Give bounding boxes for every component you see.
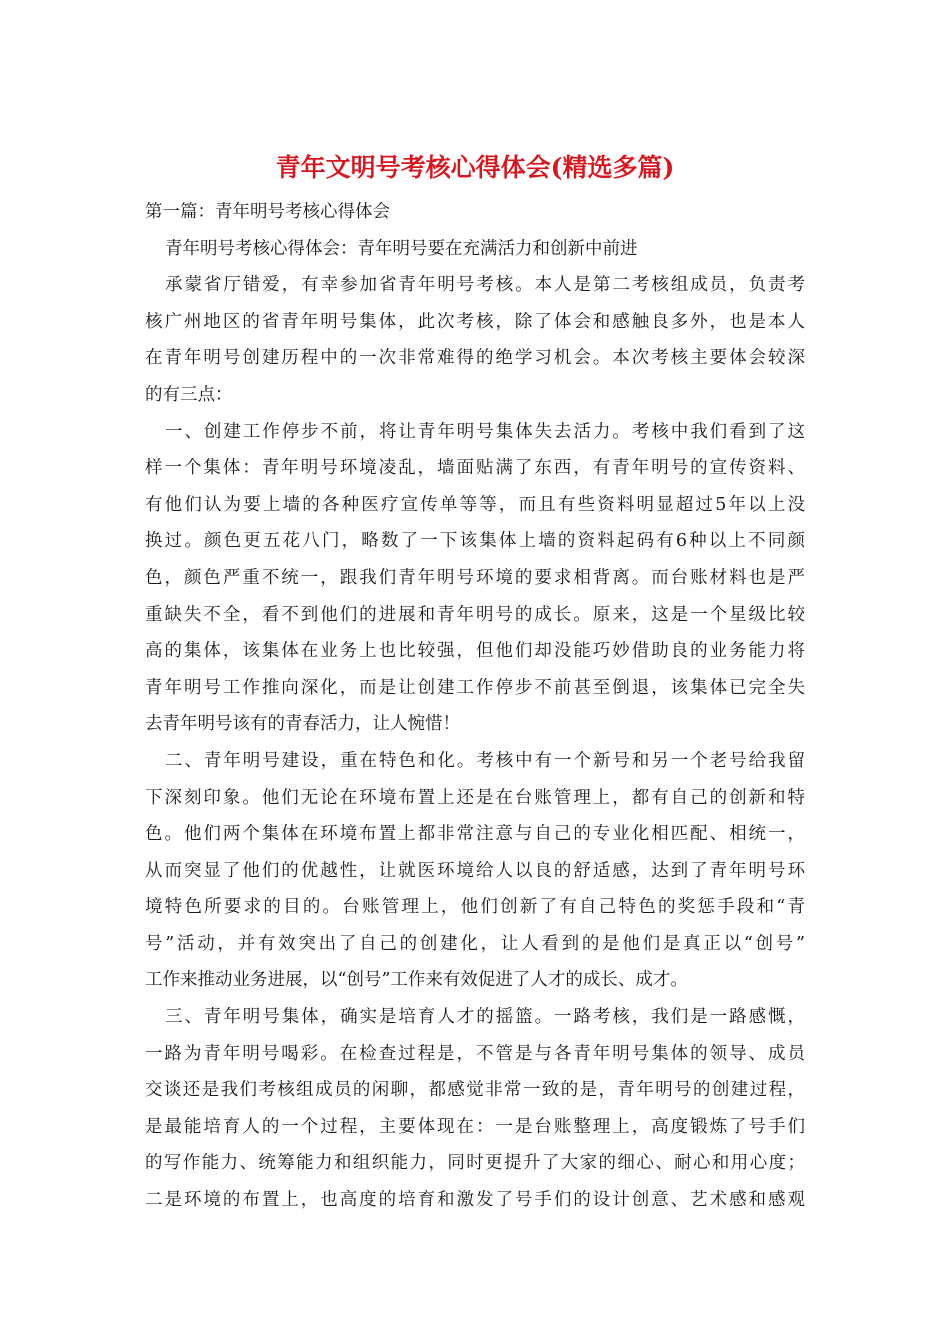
paragraph-line: 一路为青年明号喝彩。在检查过程是，不管是与各青年明号集体的领导、成员 [145,1043,805,1064]
paragraph-line: 青年明号考核心得体会：青年明号要在充满活力和创新中前进 [165,238,638,259]
document-body [145,194,805,1219]
paragraph-line: 一、创建工作停步不前，将让青年明号集体失去活力。考核中我们看到了这 [165,421,805,442]
paragraph-line: 二是环境的布置上，也高度的培育和激发了号手们的设计创意、艺术感和感观 [145,1190,805,1211]
paragraph-line: 交谈还是我们考核组成员的闲聊，都感觉非常一致的是，青年明号的创建过程， [145,1080,805,1101]
paragraph-line: 的有三点： [145,384,233,405]
section-heading: 第一篇：青年明号考核心得体会 [145,202,390,222]
paragraph-line: 在青年明号创建历程中的一次非常难得的绝学习机会。本次考核主要体会较深 [145,348,805,369]
paragraph-line: 承蒙省厅错爱，有幸参加省青年明号考核。本人是第二考核组成员，负责考 [165,275,805,296]
paragraph-line: 的写作能力、统筹能力和组织能力，同时更提升了大家的细心、耐心和用心度； [145,1153,805,1174]
paragraph-line: 换过。颜色更五花八门，略数了一下该集体上墙的资料起码有6种以上不同颜 [145,531,805,552]
paragraph-line: 核广州地区的省青年明号集体，此次考核，除了体会和感触良多外，也是本人 [145,311,805,332]
paragraph-line: 下深刻印象。他们无论在环境布置上还是在台账管理上，都有自己的创新和特 [145,787,805,808]
paragraph-line: 去青年明号该有的青春活力，让人惋惜！ [145,714,460,735]
paragraph-line: 从而突显了他们的优越性，让就医环境给人以良的舒适感，达到了青年明号环 [145,860,805,881]
paragraph-line: 二、青年明号建设，重在特色和化。考核中有一个新号和另一个老号给我留 [165,750,805,771]
paragraph-line: 重缺失不全，看不到他们的进展和青年明号的成长。原来，这是一个星级比较 [145,604,805,625]
document-title: 青年文明号考核心得体会(精选多篇) [275,153,675,182]
paragraph-line: 三、青年明号集体，确实是培育人才的摇篮。一路考核，我们是一路感慨， [165,1007,805,1028]
paragraph-line: 青年明号工作推向深化，而是让创建工作停步不前甚至倒退，该集体已完全失 [145,677,805,698]
paragraph-line: 是最能培育人的一个过程，主要体现在：一是台账整理上，高度锻炼了号手们 [145,1116,805,1137]
paragraph-line: 样一个集体：青年明号环境凌乱，墙面贴满了东西，有青年明号的宣传资料、 [145,458,805,479]
paragraph-line: 工作来推动业务进展，以“创号”工作来有效促进了人才的成长、成才。 [145,970,688,991]
paragraph-line: 色。他们两个集体在环境布置上都非常注意与自己的专业化相匹配、相统一， [145,824,805,845]
paragraph-line: 境特色所要求的目的。台账管理上，他们创新了有自己特色的奖惩手段和“青 [145,897,805,918]
paragraph-line: 高的集体，该集体在业务上也比较强，但他们却没能巧妙借助良的业务能力将 [145,641,805,662]
paragraph-line: 号”活动，并有效突出了自己的创建化，让人看到的是他们是真正以“创号” [145,933,805,954]
paragraph-line: 有他们认为要上墙的各种医疗宣传单等等，而且有些资料明显超过5年以上没 [145,494,805,515]
paragraph-line: 色，颜色严重不统一，跟我们青年明号环境的要求相背离。而台账材料也是严 [145,567,805,588]
